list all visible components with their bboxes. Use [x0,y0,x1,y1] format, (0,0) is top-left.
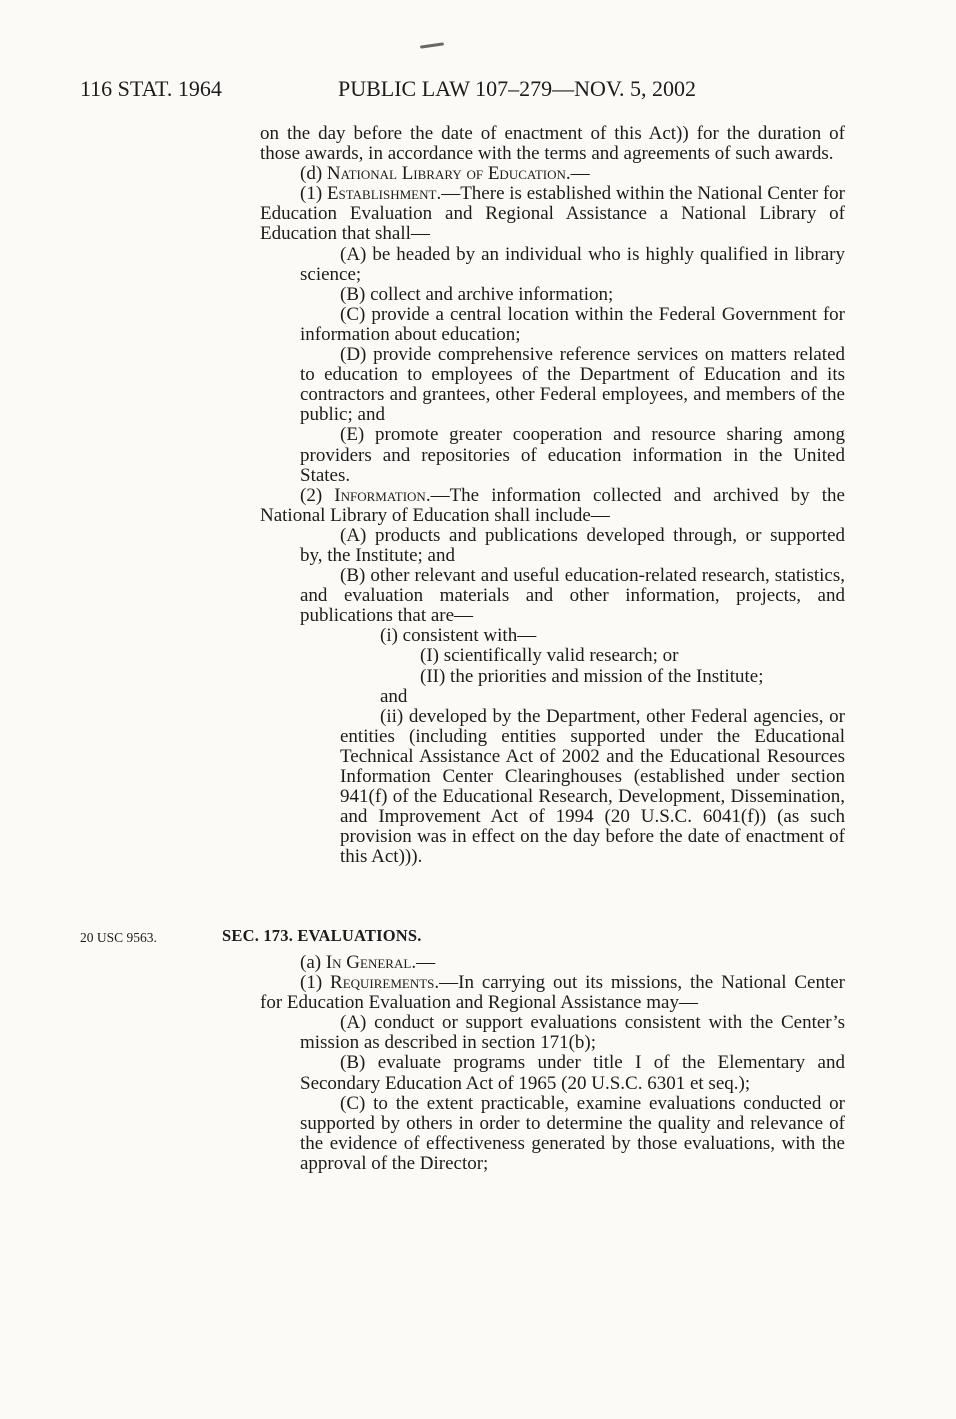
clause-2-b-i-II: (II) the priorities and mission of the Institute; [420,665,764,687]
subsection-a-title: In General [325,952,412,973]
clause-1-a: (A) be headed by an individual who is highly qualified in library science; [300,243,845,285]
clause-2-b-ii: (ii) developed by the Department, other Federal agencies, or entities (including entities supported under the Educational Technical Assistance Act of 2002 and the Educational Resources Information Center Clearinghouses (established under section 941(f) of the Educational Research, Development, Dissemination, and Improvement Act of 1994 (20 U.S.C. 6041(f)) (as such provision was in effect on the day before the date of enactment of this Act))). [340,705,845,868]
paragraph-1-establishment: (1) Establishment.—There is established within the National Center for Education Evaluation and Regional Assistance a National Library of Education that shall— [260,183,846,245]
stat-citation: 116 STAT. 1964 [80,76,222,101]
conjunction-and: and [380,685,408,707]
paragraph-1-requirements: (1) Requirements.—In carrying out its missions, the National Center for Education Evaluation and Regional Assistance may— [260,972,846,1014]
clause-2-b: (B) other relevant and useful education-related research, statistics, and evaluation materials and other information, projects, and publications that are— [300,565,845,627]
clause-1-d: (D) provide comprehensive reference services on matters related to education to employees of the Department of Education and its contractors and grantees, other Federal employees, and members of the public; and [300,344,845,426]
requirements-title: Requirements [330,972,435,994]
clause-1-e: (E) promote greater cooperation and resource sharing among providers and repositories of education information in the United States. [300,424,845,486]
clause-2-a: (A) products and publications developed through, or supported by, the Institute; and [300,524,845,566]
paragraph-continuation: on the day before the date of enactment of this Act)) for the duration of those awards, in accordance with the terms and agreements of such awards. [260,123,845,165]
subsection-d-heading: (d) National Library of Education.— [300,163,590,185]
eval-clause-a: (A) conduct or support evaluations consistent with the Center’s mission as described in section 171(b); [300,1012,845,1054]
document-body-top [0,124,956,867]
clause-1-b: (B) collect and archive information; [340,283,614,305]
public-law-citation: PUBLIC LAW 107–279—NOV. 5, 2002 [338,76,696,101]
clause-2-b-i-I: (I) scientifically valid research; or [420,645,679,667]
margin-citation: 20 USC 9563. [80,930,157,945]
paragraph-2-title: Information [334,484,426,506]
paragraph-2-information: (2) Information.—The information collected and archived by the National Library of Education shall include— [260,484,845,526]
subsection-a-heading: (a) In General.— [300,952,436,973]
paragraph-1-title: Establishment [326,183,437,205]
section-heading: SEC. 173. EVALUATIONS. [222,926,422,945]
ink-mark [420,42,444,48]
subsection-d-title: National Library of Education [326,163,566,185]
eval-clause-b: (B) evaluate programs under title I of the Elementary and Secondary Education Act of 1965 (20 U.S.C. 6301 et seq.); [300,1052,845,1094]
clause-1-c: (C) provide a central location within the Federal Government for information about education; [300,303,845,345]
document-body-bottom [0,953,956,1174]
eval-clause-c: (C) to the extent practicable, examine evaluations conducted or supported by others in order to determine the quality and relevance of the evidence of effectiveness generated by those evaluations, with the approval of the Director; [300,1092,845,1174]
clause-2-b-i: (i) consistent with— [380,625,537,647]
